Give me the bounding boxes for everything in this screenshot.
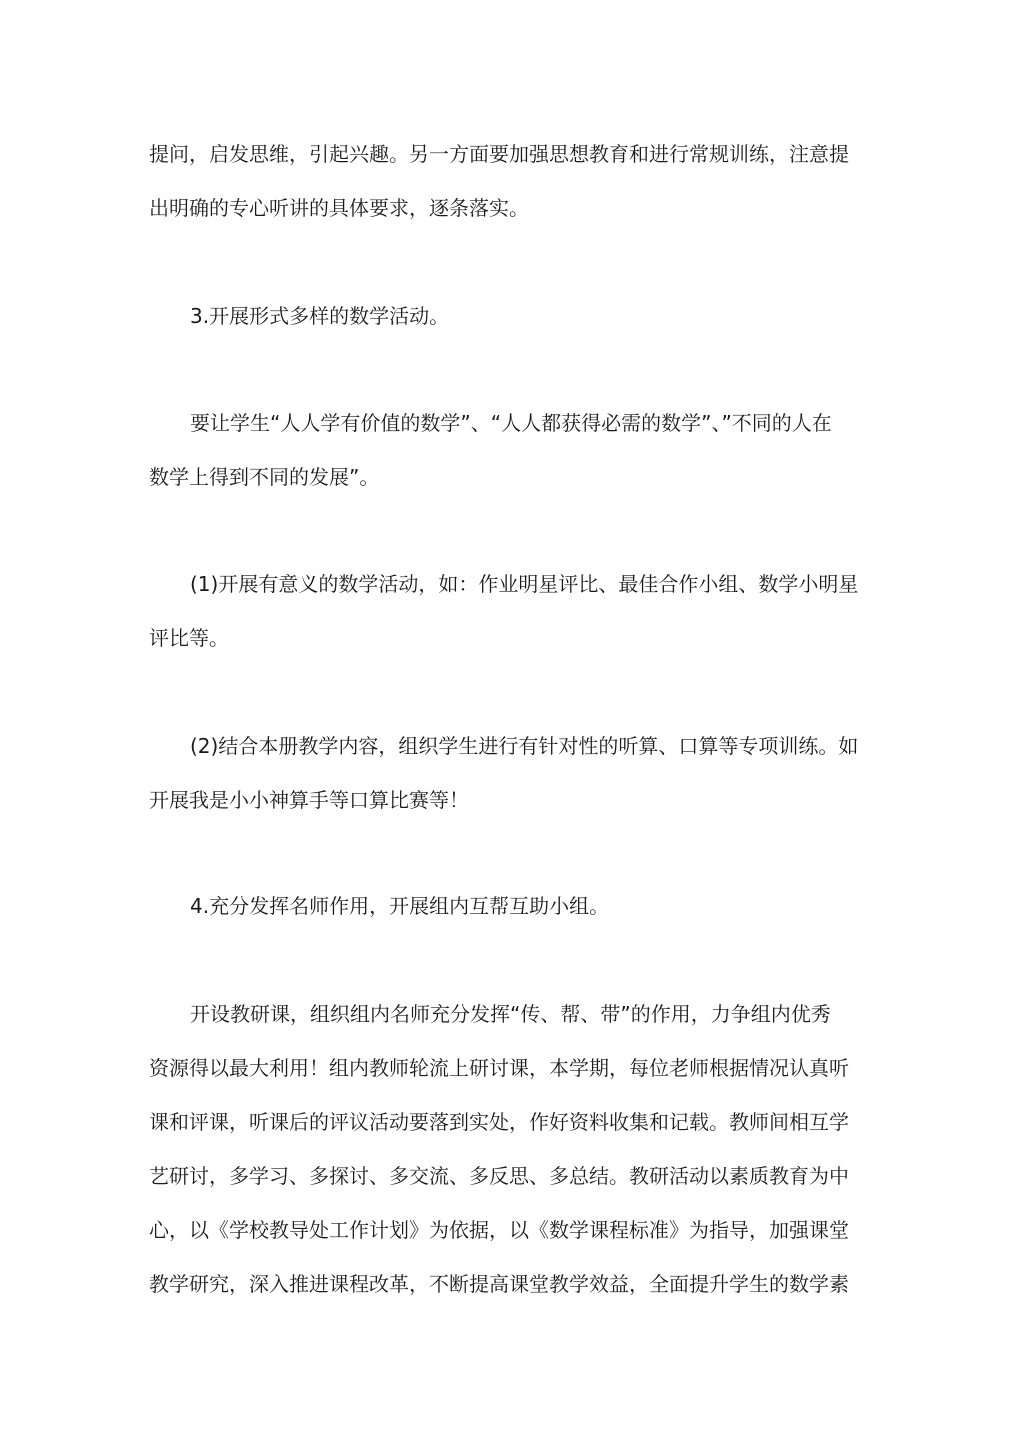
paragraph-7 xyxy=(149,987,873,1311)
paragraph-3 xyxy=(149,396,873,504)
paragraph-line: 心，以《学校教导处工作计划》为依据，以《数学课程标准》为指导，加强课堂 xyxy=(149,1218,849,1242)
paragraph-line: 出明确的专心听讲的具体要求，逐条落实。 xyxy=(149,196,529,220)
paragraph-line: 资源得以最大利用！组内教师轮流上研讨课，本学期，每位老师根据情况认真听 xyxy=(149,1056,849,1080)
section-heading-4 xyxy=(149,879,873,933)
section-heading-3 xyxy=(149,289,873,343)
paragraph-line: 开展我是小小神算手等口算比赛等！ xyxy=(149,788,469,812)
paragraph-line: 课和评课，听课后的评议活动要落到实处，作好资料收集和记载。教师间相互学 xyxy=(149,1110,849,1134)
paragraph-line: 评比等。 xyxy=(149,626,229,650)
heading-line: 4.充分发挥名师作用，开展组内互帮互助小组。 xyxy=(190,894,610,918)
paragraph-1 xyxy=(149,127,873,235)
paragraph-line: (1)开展有意义的数学活动，如：作业明星评比、最佳合作小组、数学小明星 xyxy=(190,572,859,596)
paragraph-5 xyxy=(149,719,873,827)
paragraph-4 xyxy=(149,557,873,665)
paragraph-line: 开设教研课，组织组内名师充分发挥“传、帮、带”的作用，力争组内优秀 xyxy=(190,1002,831,1026)
paragraph-line: 教学研究，深入推进课程改革，不断提高课堂教学效益，全面提升学生的数学素 xyxy=(149,1272,849,1296)
paragraph-line: 艺研讨，多学习、多探讨、多交流、多反思、多总结。教研活动以素质教育为中 xyxy=(149,1164,849,1188)
paragraph-line: (2)结合本册教学内容，组织学生进行有针对性的听算、口算等专项训练。如 xyxy=(190,734,859,758)
heading-line: 3.开展形式多样的数学活动。 xyxy=(190,304,450,328)
paragraph-line: 提问，启发思维，引起兴趣。另一方面要加强思想教育和进行常规训练，注意提 xyxy=(149,142,849,166)
paragraph-line: 要让学生“人人学有价值的数学”、“人人都获得必需的数学”、”不同的人在 xyxy=(190,411,832,435)
paragraph-line: 数学上得到不同的发展”。 xyxy=(149,465,380,489)
